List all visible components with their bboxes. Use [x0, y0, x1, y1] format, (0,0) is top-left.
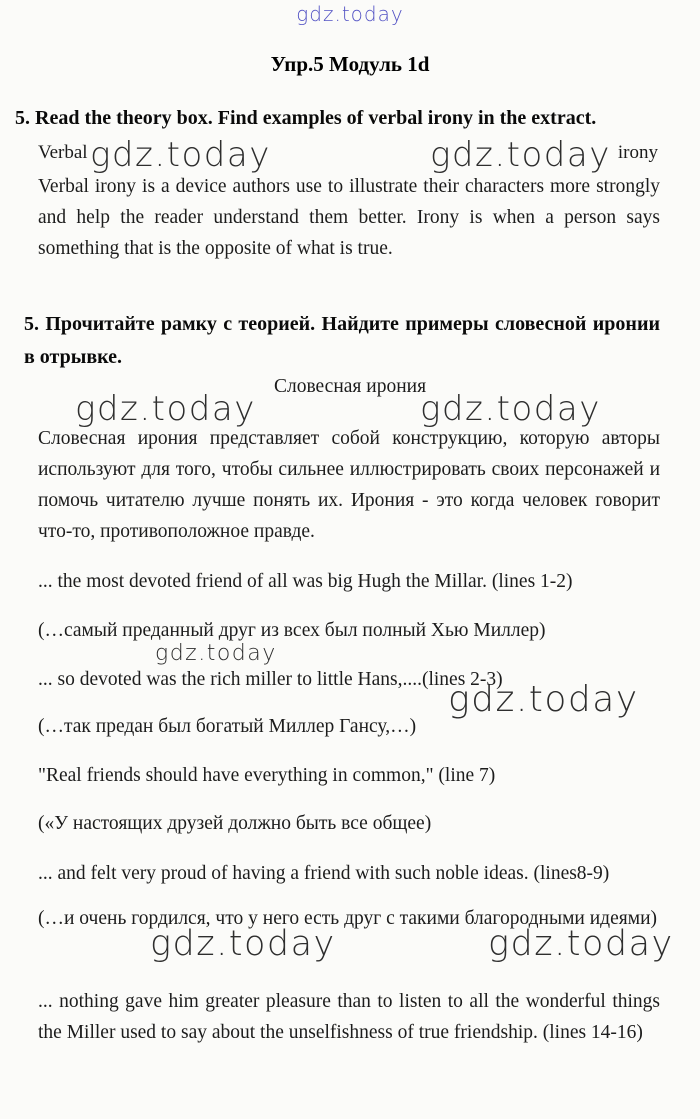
page-title: Упр.5 Модуль 1d	[270, 52, 430, 76]
example-quote-english: "Real friends should have everything in common," (line 7)	[38, 765, 496, 786]
site-watermark: gdz.today	[420, 389, 601, 429]
site-watermark: gdz.today	[430, 135, 611, 175]
theory-box-heading-row	[0, 136, 700, 174]
site-watermark: gdz.today	[150, 924, 336, 964]
site-watermark: gdz.today	[448, 679, 639, 720]
site-watermark: gdz.today	[75, 389, 256, 429]
example-quote-english: ... the most devoted friend of all was big Hugh the Millar. (lines 1-2)	[38, 571, 573, 592]
example-quote-english: ... nothing gave him greater pleasure than to listen to all the wonderful things the Miller used to say about the unselfishness of true friendship. (lines 14-16)	[38, 991, 660, 1043]
theory-heading-word-left: Verbal	[38, 142, 88, 163]
site-watermark-top: gdz.today	[296, 2, 404, 26]
site-watermark: gdz.today	[488, 924, 674, 964]
example-translation-russian: («У настоящих друзей должно быть все общее)	[38, 813, 432, 834]
example-translation-russian: (…самый преданный друг из всех был полный Хью Миллер)	[38, 620, 546, 641]
theory-heading-word-right: irony	[617, 142, 658, 163]
site-watermark: gdz.today	[155, 641, 277, 666]
theory-text-russian: Словесная ирония представляет собой конструкцию, которую авторы используют для того, чтобы сильнее иллюстрировать своих персонажей и помочь читателю лучше понять их. Ирония - это когда человек говорит что-то, противоположное правде.	[38, 428, 660, 542]
example-quote-english: ... so devoted was the rich miller to little Hans,....(lines 2-3)	[38, 669, 503, 690]
example-translation-russian: (…так предан был богатый Миллер Гансу,…)	[38, 716, 417, 737]
theory-heading-russian: Словесная ирония	[273, 376, 427, 397]
instruction-russian: 5. Прочитайте рамку с теорией. Найдите примеры словесной иронии в отрывке.	[24, 313, 660, 368]
site-watermark: gdz.today	[90, 135, 271, 175]
example-translation-russian: (…и очень гордился, что у него есть друг с такими благородными идеями)	[38, 908, 657, 929]
instruction-english: 5. Read the theory box. Find examples of verbal irony in the extract.	[15, 107, 597, 129]
example-quote-english: ... and felt very proud of having a friend with such noble ideas. (lines8-9)	[38, 863, 610, 884]
theory-text-english: Verbal irony is a device authors use to illustrate their characters more strongly and help the reader understand them better. Irony is when a person says something that is the opposite of what is true.	[38, 176, 660, 259]
